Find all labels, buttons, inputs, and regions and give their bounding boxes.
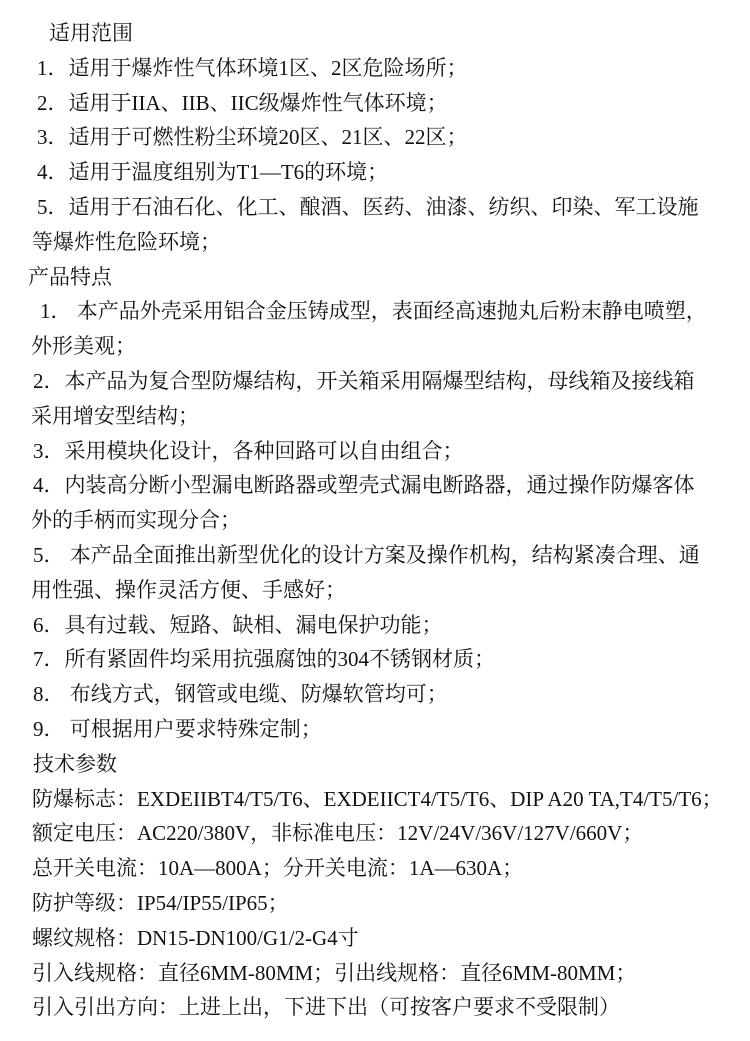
feature-item-3: 3．采用模块化设计，各种回路可以自由组合； <box>33 438 464 463</box>
feature-item-9: 9． 可根据用户要求特殊定制； <box>33 716 322 741</box>
scope-item-4: 4．适用于温度组别为T1—T6的环境； <box>37 160 389 185</box>
scope-item-3: 3．适用于可燃性粉尘环境20区、21区、22区； <box>37 125 468 150</box>
feature-item-1: 1． 本产品外壳采用铝合金压铸成型，表面经高速抛丸后粉末静电喷塑，外形美观； <box>31 299 707 359</box>
tech-line-inlet-outlet-direction: 引入引出方向：上进上出，下进下出（可按客户要求不受限制） <box>32 995 620 1020</box>
tech-line-rated-voltage: 额定电压：AC220/380V，非标准电压：12V/24V/36V/127V/660V； <box>32 821 644 846</box>
tech-line-switch-current: 总开关电流：10A—800A；分开关电流：1A—630A； <box>32 856 524 881</box>
features-heading: 产品特点 <box>28 264 112 289</box>
feature-item-6: 6．具有过载、短路、缺相、漏电保护功能； <box>33 612 443 637</box>
section-features <box>0 260 750 747</box>
feature-item-4: 4．内装高分断小型漏电断路器或塑壳式漏电断路器，通过操作防爆客体外的手柄而实现分合； <box>31 473 695 533</box>
section-tech-params <box>0 747 750 1025</box>
tech-line-protection-grade: 防护等级：IP54/IP55/IP65； <box>32 890 289 915</box>
tech-heading: 技术参数 <box>33 751 117 776</box>
feature-item-8: 8． 布线方式，钢管或电缆、防爆软管均可； <box>33 682 448 707</box>
tech-line-lead-wire-spec: 引入线规格：直径6MM-80MM；引出线规格：直径6MM-80MM； <box>32 960 637 985</box>
feature-item-2: 2．本产品为复合型防爆结构，开关箱采用隔爆型结构，母线箱及接线箱采用增安型结构； <box>31 368 695 428</box>
scope-heading: 适用范围 <box>49 21 133 45</box>
scope-item-5: 5．适用于石油石化、化工、酿酒、医药、油漆、纺织、印染、军工设施等爆炸性危险环境； <box>32 194 699 254</box>
section-scope <box>0 16 750 260</box>
tech-line-ex-mark: 防爆标志：EXDEIIBT4/T5/T6、EXDEIICT4/T5/T6、DIP A20 TA,T4/T5/T6； <box>32 786 723 811</box>
feature-item-7: 7．所有紧固件均采用抗强腐蚀的304不锈钢材质； <box>33 647 495 672</box>
scope-item-1: 1．适用于爆炸性气体环境1区、2区危险场所； <box>37 55 468 80</box>
feature-item-5: 5． 本产品全面推出新型优化的设计方案及操作机构，结构紧凑合理、通用性强、操作灵活方便、手感好； <box>31 542 700 602</box>
tech-line-thread-spec: 螺纹规格：DN15-DN100/G1/2-G4寸 <box>32 925 359 950</box>
scope-item-2: 2．适用于IIA、IIB、IIC级爆炸性气体环境； <box>37 90 448 115</box>
